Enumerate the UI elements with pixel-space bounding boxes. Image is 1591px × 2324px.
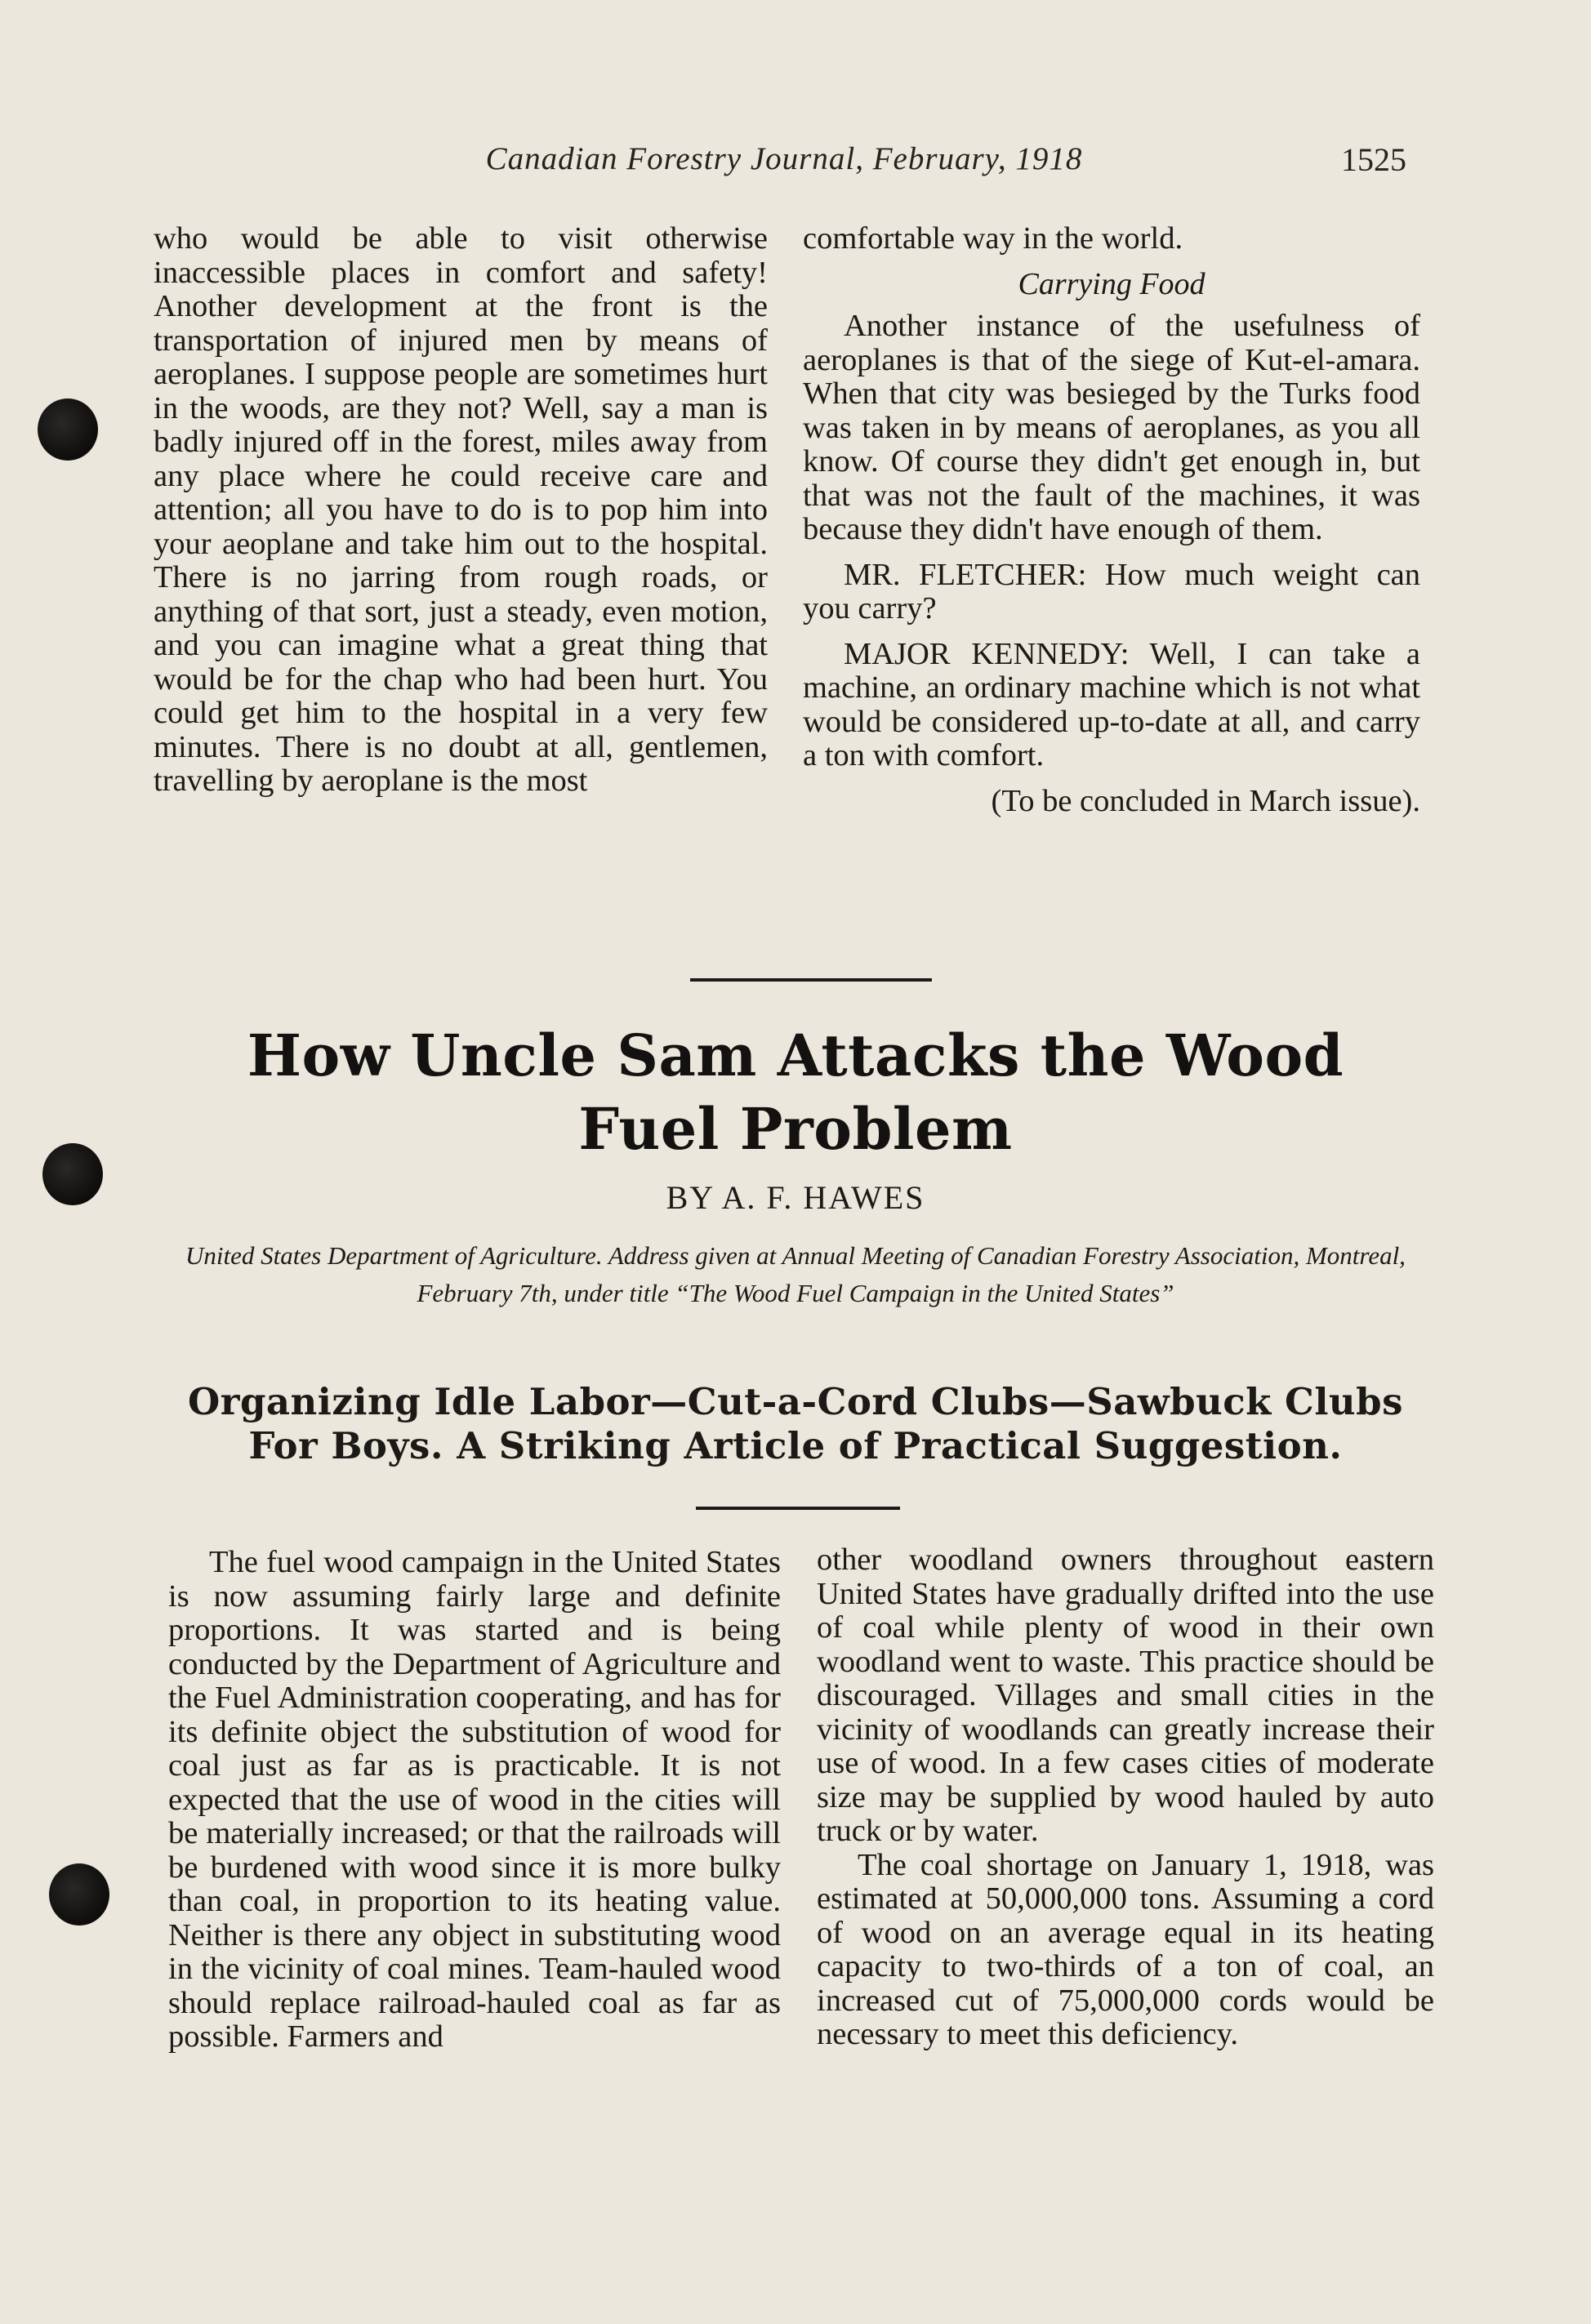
bottom-left-column [168, 1546, 781, 2055]
punch-hole-middle [42, 1143, 103, 1205]
section-subhead: Carrying Food [1018, 266, 1206, 301]
article-paragraph: The coal shortage on January 1, 1918, was estimated at 50,000,000 tons. Assuming a cord of wood on an average equal in its heating capacity to two-thirds of a ton of coal, an increased cut of 75,000,000 cords would be necessary to meet this deficiency. [817, 1847, 1434, 2051]
article-title [147, 1019, 1444, 1166]
top-left-column [154, 222, 768, 799]
article-divider [696, 1507, 900, 1510]
article-paragraph: other woodland owners throughout eastern United States have gradually drifted into the use of coal while plenty of wood in their own woodland went to waste. This practice should be discouraged. Villages and small cities in the vicinity of woodlands can greatly increase their use of wood. In a few cases cities of moderate size may be supplied by wood hauled by auto truck or by water. [817, 1543, 1434, 1848]
page-number: 1525 [1341, 141, 1406, 178]
strapline [172, 1380, 1419, 1468]
strapline-line-2: For Boys. A Striking Article of Practical Suggestion. [248, 1424, 1343, 1467]
punch-hole-bottom [49, 1863, 109, 1926]
section-divider [690, 978, 932, 982]
article-paragraph: The fuel wood campaign in the United States is now assuming fairly large and definite proportions. It was started and is being conducted by the Department of Agriculture and the Fuel Administration cooperating, and has for its definite object the substitution of wood for coal just as far as is practicable. It is not expected that the use of wood in the cities will be materially increased; or that the railroads will be burdened with wood since it is more bulky than coal, in proportion to its heating value. Neither is there any object in substituting wood in the vicinity of coal mines. Team-hauled wood should replace railroad-hauled coal as far as possible. Farmers and [168, 1545, 781, 2054]
dialogue-answer: MAJOR KENNEDY: Well, I can take a machine, an ordinary machine which is not what would be considered up-to-date at all, and carry a ton with comfort. [803, 636, 1420, 772]
strapline-line-1: Organizing Idle Labor—Cut-a-Cord Clubs—Sawbuck Clubs [188, 1380, 1403, 1423]
running-title: Canadian Forestry Journal, February, 1918 [485, 141, 1083, 176]
title-line-2: Fuel Problem [578, 1095, 1013, 1163]
bottom-right-column [817, 1543, 1434, 2052]
continued-sentence: comfortable way in the world. [803, 221, 1183, 256]
continued-paragraph: who would be able to visit otherwise inaccessible places in comfort and safety! Another development at the front is the transportation of injured men by means of aeroplanes. I suppose people are sometimes hurt in the woods, are they not? Well, say a man is badly injured off in the forest, miles away from any place where he could receive care and attention; all you have to do is to pop him into your aeoplane and take him out to the hospital. There is no jarring from rough roads, or anything of that sort, just a steady, even motion, and you can imagine what a great thing that would be for the chap who had been hurt. You could get him to the hospital in a very few minutes. There is no doubt at all, gentlemen, travelling by aeroplane is the most [154, 221, 768, 798]
title-line-1: How Uncle Sam Attacks the Wood [247, 1022, 1344, 1089]
top-right-column [803, 222, 1420, 818]
dialogue-question: MR. FLETCHER: How much weight can you carry? [803, 557, 1420, 626]
continuation-note: (To be concluded in March issue). [991, 783, 1420, 818]
author-affiliation: United States Department of Agriculture. Address given at Annual Meeting of Canadian Forestry Association, Montreal, February 7th, under title “The Wood Fuel Campaign in the United States” [185, 1241, 1406, 1307]
paragraph: Another instance of the usefulness of aeroplanes is that of the siege of Kut-el-amara. When that city was besieged by the Turks food was taken in by means of aeroplanes, as you all know. Of course they didn't get enough in, but that was not the fault of the machines, it was because they didn't have enough of them. [803, 309, 1420, 546]
punch-hole-top [38, 398, 98, 461]
byline: BY A. F. HAWES [666, 1179, 925, 1216]
